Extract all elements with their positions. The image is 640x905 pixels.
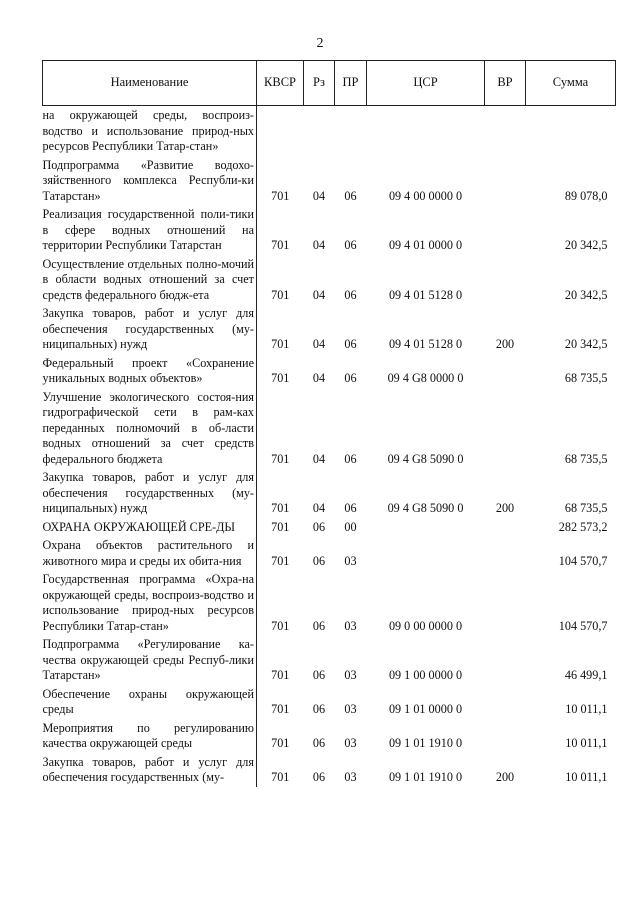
row-kvsr: 701 — [271, 668, 290, 682]
row-vr — [485, 106, 526, 156]
row-kvsr: 701 — [271, 188, 290, 203]
row-sum: 68 735,5 — [564, 501, 608, 515]
header-kvsr: КВСР — [257, 61, 304, 106]
row-kvsr: 701 — [271, 736, 290, 750]
row-rz: 06 — [312, 668, 326, 682]
row-csr — [367, 106, 485, 156]
row-vr — [485, 536, 526, 570]
row-sum: 20 342,5 — [564, 238, 608, 252]
row-name: Осуществление отдельных полно-мочий в области водных отношений за счет средств федерального бюдж-ета — [43, 255, 257, 305]
table-row — [43, 388, 616, 469]
row-name: Реализация государственной поли-тики в сфере водных отношений на территории Республики Татарстан — [43, 205, 257, 255]
page-number: 2 — [316, 36, 324, 51]
row-csr: 09 4 01 0000 0 — [388, 238, 463, 252]
row-kvsr: 701 — [271, 238, 290, 252]
row-name: Закупка товаров, работ и услуг для обеспечения государственных (му-ниципальных) нужд — [43, 468, 257, 518]
row-vr: 200 — [495, 770, 515, 784]
row-sum: 68 735,5 — [564, 371, 608, 385]
row-pr: 06 — [344, 188, 357, 203]
row-pr: 03 — [344, 736, 357, 750]
row-vr — [485, 518, 526, 537]
table-row — [43, 304, 616, 354]
row-rz: 04 — [312, 337, 326, 351]
row-rz: 06 — [312, 519, 326, 534]
table-row — [43, 570, 616, 635]
row-vr — [485, 205, 526, 255]
row-csr: 09 4 G8 0000 0 — [387, 371, 464, 385]
header-pr: ПР — [335, 61, 367, 106]
row-sum: 20 342,5 — [564, 337, 608, 351]
table-row — [43, 255, 616, 305]
row-pr: 06 — [344, 371, 357, 385]
row-pr — [335, 106, 367, 156]
row-name: Подпрограмма «Регулирование ка-чества окружающей среды Респуб-лики Татарстан» — [43, 635, 257, 685]
row-csr: 09 4 G8 5090 0 — [387, 501, 464, 515]
row-pr: 06 — [344, 501, 357, 515]
row-sum: 282 573,2 — [558, 519, 608, 534]
row-sum: 10 011,1 — [565, 702, 608, 716]
table-row — [43, 468, 616, 518]
row-csr: 09 4 00 0000 0 — [388, 188, 463, 203]
row-name: Подпрограмма «Развитие водохо-зяйственного комплекса Республи-ки Татарстан» — [43, 156, 257, 206]
row-pr: 03 — [344, 618, 357, 633]
header-vr: ВР — [485, 61, 526, 106]
row-vr — [485, 685, 526, 719]
row-kvsr: 701 — [271, 501, 290, 515]
row-rz: 04 — [312, 238, 326, 252]
row-csr — [367, 536, 485, 570]
row-sum: 89 078,0 — [564, 188, 608, 203]
table-row — [43, 205, 616, 255]
table-row — [43, 156, 616, 206]
row-sum: 68 735,5 — [564, 451, 608, 466]
row-sum: 104 570,7 — [558, 618, 608, 633]
header-rz: Рз — [304, 61, 335, 106]
row-rz: 04 — [312, 451, 326, 466]
row-name: Закупка товаров, работ и услуг для обеспечения государственных (му-ниципальных) нужд — [43, 304, 257, 354]
row-csr: 09 4 G8 5090 0 — [387, 451, 464, 466]
row-pr: 03 — [344, 702, 357, 716]
budget-table — [42, 60, 616, 787]
row-name: Закупка товаров, работ и услуг для обеспечения государственных (му- — [43, 753, 257, 787]
row-vr — [485, 570, 526, 635]
table-header-row — [43, 61, 616, 106]
row-vr — [485, 719, 526, 753]
row-rz: 04 — [312, 371, 326, 385]
table-row — [43, 685, 616, 719]
row-rz: 06 — [312, 702, 326, 716]
row-kvsr — [257, 106, 304, 156]
row-sum: 104 570,7 — [558, 553, 608, 568]
row-vr — [485, 255, 526, 305]
row-sum: 10 011,1 — [565, 736, 608, 750]
row-rz: 06 — [312, 618, 326, 633]
row-vr — [485, 635, 526, 685]
row-rz: 04 — [312, 287, 326, 302]
table-row — [43, 106, 616, 156]
row-csr: 09 0 00 0000 0 — [388, 618, 463, 633]
row-name: Охрана объектов растительного и животного мира и среды их обита-ния — [43, 536, 257, 570]
row-kvsr: 701 — [271, 519, 290, 534]
row-kvsr: 701 — [271, 451, 290, 466]
row-kvsr: 701 — [271, 618, 290, 633]
table-row — [43, 518, 616, 537]
row-name: Улучшение экологического состоя-ния гидрографической сети в рам-ках переданных полномочий в об-ласти водных отношений за счет средств федерального бюджета — [43, 388, 257, 469]
row-csr: 09 1 01 1910 0 — [388, 736, 463, 750]
row-sum: 20 342,5 — [564, 287, 608, 302]
row-kvsr: 701 — [271, 553, 290, 568]
row-pr: 03 — [344, 770, 357, 784]
header-sum: Сумма — [526, 61, 616, 106]
row-sum — [526, 106, 616, 156]
row-vr — [485, 354, 526, 388]
row-pr: 06 — [344, 337, 357, 351]
row-rz: 06 — [312, 770, 326, 784]
row-name: Федеральный проект «Сохранение уникальных водных объектов» — [43, 354, 257, 388]
row-name: Государственная программа «Охра-на окружающей среды, воспроиз-водство и использование природ-ных ресурсов Республики Татар-стан» — [43, 570, 257, 635]
row-vr: 200 — [495, 501, 515, 515]
header-csr: ЦСР — [367, 61, 485, 106]
row-name: ОХРАНА ОКРУЖАЮЩЕЙ СРЕ-ДЫ — [43, 518, 257, 537]
row-vr: 200 — [495, 337, 515, 351]
row-rz: 06 — [312, 553, 326, 568]
row-name: Обеспечение охраны окружающей среды — [43, 685, 257, 719]
row-kvsr: 701 — [271, 287, 290, 302]
row-pr: 06 — [344, 238, 357, 252]
row-rz — [304, 106, 335, 156]
table-row — [43, 536, 616, 570]
header-name: Наименование — [43, 61, 257, 106]
row-csr: 09 1 01 0000 0 — [388, 702, 463, 716]
row-kvsr: 701 — [271, 770, 290, 784]
row-pr: 06 — [344, 451, 357, 466]
table-row — [43, 635, 616, 685]
row-vr — [485, 388, 526, 469]
row-kvsr: 701 — [271, 337, 290, 351]
row-sum: 46 499,1 — [564, 668, 608, 682]
row-pr: 00 — [344, 519, 357, 534]
row-vr — [485, 156, 526, 206]
row-rz: 04 — [312, 501, 326, 515]
row-rz: 06 — [312, 736, 326, 750]
row-kvsr: 701 — [271, 371, 290, 385]
row-rz: 04 — [312, 188, 326, 203]
row-name: Мероприятия по регулированию качества окружающей среды — [43, 719, 257, 753]
row-kvsr: 701 — [271, 702, 290, 716]
table-row — [43, 753, 616, 787]
row-csr: 09 1 01 1910 0 — [388, 770, 463, 784]
row-pr: 06 — [344, 287, 357, 302]
row-csr: 09 4 01 5128 0 — [388, 337, 463, 351]
row-pr: 03 — [344, 553, 357, 568]
table-row — [43, 354, 616, 388]
row-csr: 09 1 00 0000 0 — [388, 668, 463, 682]
row-csr: 09 4 01 5128 0 — [388, 287, 463, 302]
row-pr: 03 — [344, 668, 357, 682]
table-row — [43, 719, 616, 753]
row-name: на окружающей среды, воспроиз-водство и использование природ-ных ресурсов Республики Татар-стан» — [43, 106, 257, 156]
row-csr — [367, 518, 485, 537]
row-sum: 10 011,1 — [565, 770, 608, 784]
